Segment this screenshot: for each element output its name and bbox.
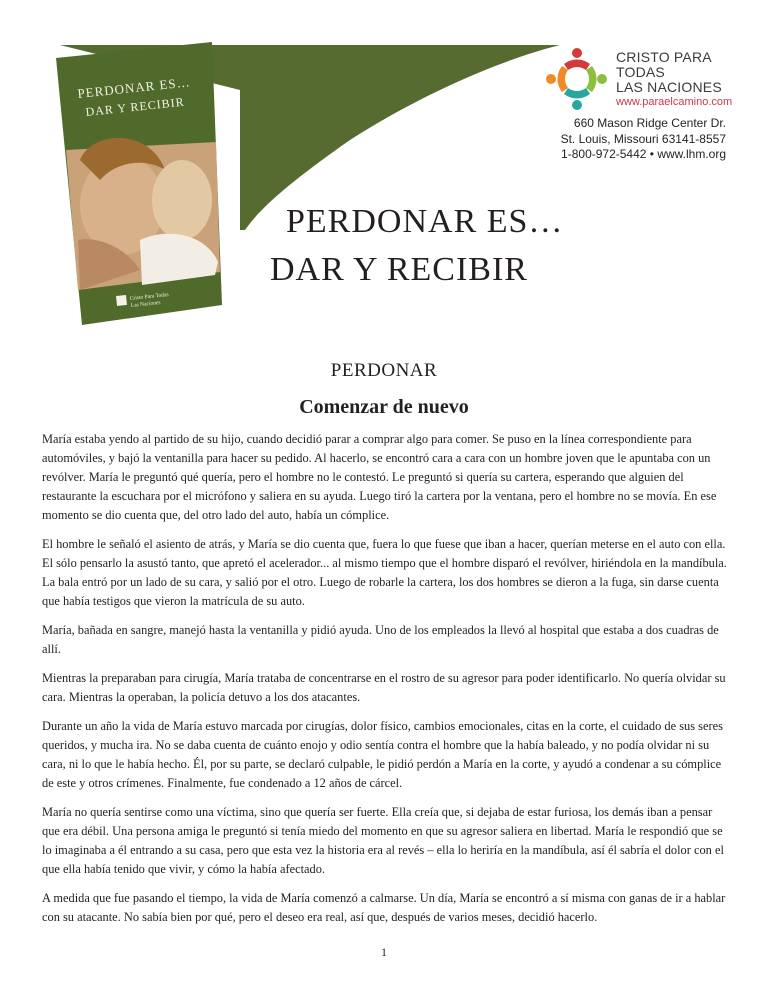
brochure-image — [56, 42, 222, 325]
page-title — [270, 198, 563, 294]
paragraph: Durante un año la vida de María estuvo marcada por cirugías, dolor físico, cambios emocionales, citas en la corte, el cuidado de sus seres queridos, y mucha ira. No se daba cuenta de cuánto enojo y odio sentía contra el hombre que la había baleado, y no podía olvidar ni su cara, ni lo que le había hecho. Él, por su parte, se declaró culpable, le pidió perdón a María en la corte, y ayudó a condenar a su cómplice de este y otros crímenes. Finalmente, fue condenado a 12 años de cárcel. — [42, 719, 723, 790]
page-number: 1 — [381, 945, 387, 959]
organization-website[interactable]: www.paraelcamino.com — [616, 96, 733, 108]
title-line2: DAR Y RECIBIR — [270, 251, 528, 288]
brochure-org-line2: Las Naciones — [130, 299, 161, 309]
address-contact: 1-800-972-5442 • www.lhm.org — [561, 147, 726, 161]
org-name-line: LAS NACIONES — [616, 79, 722, 95]
paragraph: María, bañada en sangre, manejó hasta la ventanilla y pidió ayuda. Uno de los empleados la llevó al hospital que estaba a dos cuadras de allí. — [42, 623, 719, 656]
org-name-line: CRISTO PARA — [616, 49, 712, 65]
section-heading: PERDONAR — [330, 360, 438, 381]
brochure-org-line1: Cristo Para Todas — [129, 291, 169, 302]
paragraph: Mientras la preparaban para cirugía, María trataba de concentrarse en el rostro de su agresor para poder identificarlo. No quería olvidar su cara. Mientras la operaban, la policía detuvo a los dos atacantes. — [42, 671, 726, 704]
organization-block — [542, 44, 762, 114]
org-name-line: TODAS — [616, 64, 665, 80]
address-block — [561, 116, 726, 163]
cpt-logo-icon — [542, 44, 612, 114]
address-city: St. Louis, Missouri 63141-8557 — [560, 131, 726, 146]
address-street: 660 Mason Ridge Center Dr. — [573, 116, 726, 130]
title-line1: PERDONAR ES… — [286, 203, 564, 240]
brochure-title-line2: DAR Y RECIBIR — [84, 94, 186, 119]
brochure-title-line1: PERDONAR ES… — [76, 74, 192, 101]
organization-name — [616, 50, 722, 95]
paragraph: El hombre le señaló el asiento de atrás, y María se dio cuenta que, fuera lo que fuese que iban a hacer, querían meterse en el auto con ella. El sólo pensarlo la asustó tanto, que apretó el acelerador... al mismo tiempo que el hombre disparó el revólver, hiriéndola en la mandíbula. La bala entró por un lado de su cara, y salió por el otro. Luego de robarle la cartera, los dos hombres se dieron a la fuga, sin darse cuenta que había testigos que vieron la matrícula de su auto. — [42, 537, 727, 608]
paragraph: A medida que fue pasando el tiempo, la vida de María comenzó a calmarse. Un día, María se encontró a sí misma con ganas de ir a hablar con su atacante. No sabía bien por qué, pero el deseo era real, así que, después de varios meses, decidió hacerlo. — [42, 891, 726, 924]
paragraph: María estaba yendo al partido de su hijo, cuando decidió parar a comprar algo para comer. Se puso en la línea correspondiente para automóviles, y bajó la ventanilla para hacer su pedido. Al hacerlo, se encontró cara a cara con un hombre joven que le apuntaba con un revólver. María le preguntó qué quería, pero el hombre no le contestó. Le preguntó si quería su cartera, esperando que alguien del restaurante la escuchara por el micrófono y saliera en su ayuda. Luego tiró la cartera por la ventana, pero el hombre no se movía. En ese momento se dio cuenta que, del otro lado del auto, había un cómplice. — [42, 432, 717, 522]
brochure-logo-icon — [116, 295, 127, 306]
paragraph: María no quería sentirse como una víctima, sino que quería ser fuerte. Ella creía que, si dejaba de estar furiosa, los demás iban a pensar que era débil. Una persona amiga le preguntó si tenía miedo del momento en que su agresor saliera en libertad. María le respondió que se lo imaginaba a él entrando a su casa, pero que esta vez la historia era al revés – ella lo heriría en la mandíbula, así él sabría el dolor con el que ella había tenido que vivir, y cómo la había afectado. — [42, 805, 724, 876]
sub-heading: Comenzar de nuevo — [299, 396, 469, 418]
body-text — [42, 430, 728, 937]
